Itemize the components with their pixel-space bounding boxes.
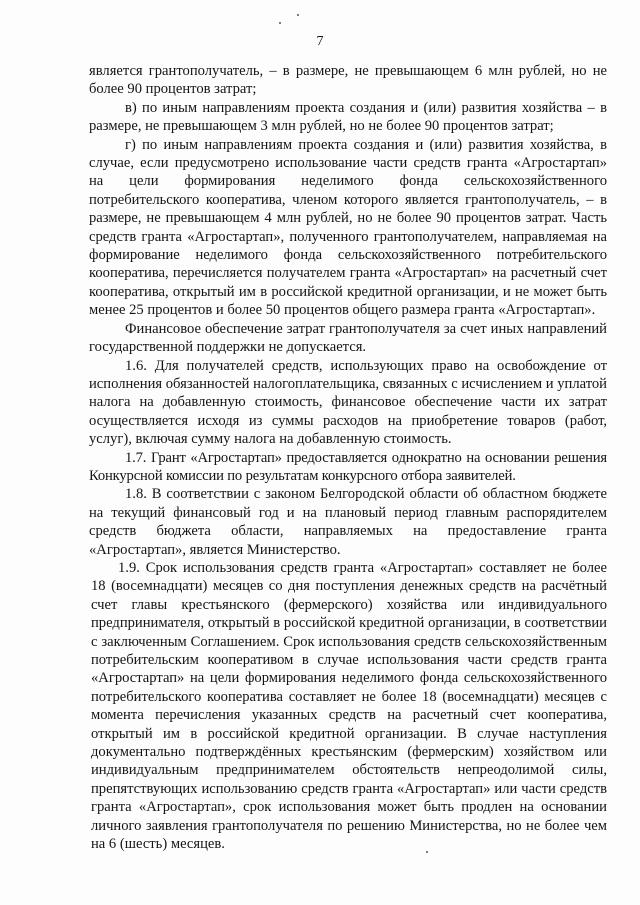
scan-speck [279,22,281,24]
paragraph-1-6: 1.6. Для получателей средств, использующих право на освобождение от исполнения обязанностей налогоплательщика, связанных с исчислением и уплатой налога на добавленную стоимость, финансовое обеспечение части их затрат осуществляется исходя из суммы расходов на приобретение товаров (работ, услуг), включая сумму налога на добавленную стоимость. [89,357,607,448]
paragraph-1-7: 1.7. Грант «Агростартап» предоставляется однократно на основании решения Конкурсной комиссии по результатам конкурсного отбора заявителей. [89,449,607,484]
page-number: 7 [316,34,324,49]
document-body [89,62,607,853]
paragraph-item-v: в) по иным направлениям проекта создания и (или) развития хозяйства – в размере, не превышающем 3 млн рублей, но не более 90 процентов затрат; [89,99,607,135]
paragraph-1-8: 1.8. В соответствии с законом Белгородской области об областном бюджете на текущий финансовый год и на плановый период главным распорядителем средств бюджета области, направляемых на предоставление гранта «Агростартап», является Министерство. [89,486,607,558]
paragraph-continuation: является грантополучатель, – в размере, не превышающем 6 млн рублей, но не более 90 процентов затрат; [89,63,607,98]
scan-speck [297,14,299,16]
paragraph-1-9: 1.9. Срок использования средств гранта «Агростартап» составляет не более 18 (восемнадцати) месяцев со дня поступления денежных средств на расчётный счет главы крестьянского (фермерского) хозяйства или индивидуального предпринимателя, открытый в российской кредитной организации, в соответствии с заключенным Соглашением. Срок использования средств сельскохозяйственным потребительским кооперативом в случае использования части средств гранта «Агростартап» на цели формирования неделимого фонда сельскохозяйственного потребительского кооператива составляет не более 18 (восемнадцати) месяцев с момента перечисления указанных средств на расчетный счет кооператива, открытый им в российской кредитной организации. В случае наступления документально подтверждённых крестьянским (фермерским) хозяйством или индивидуальным предпринимателем обстоятельств непреодолимой силы, препятствующих использованию средств гранта «Агростартап» или части средств гранта «Агростартап», срок использования может быть продлен на основании личного заявления грантополучателя по решению Министерства, но не более чем на 6 (шесть) месяцев. [91,559,607,853]
scan-speck [426,851,428,853]
paragraph-financing: Финансовое обеспечение затрат грантополучателя за счет иных направлений государственной поддержки не допускается. [89,320,607,356]
paragraph-item-g: г) по иным направлениям проекта создания и (или) развития хозяйства, в случае, если предусмотрено использование части средств гранта «Агростартап» на цели формирования неделимого фонда сельскохозяйственного потребительского кооператива, членом которого является грантополучатель, – в размере, не превышающем 4 млн рублей, но не более 90 процентов затрат. Часть средств гранта «Агростартап», полученного грантополучателем, направляемая на формирование неделимого фонда сельскохозяйственного потребительского кооператива, перечисляется получателем гранта «Агростартап» на расчетный счет кооператива, открытый им в российской кредитной организации, и не может быть менее 25 процентов и более 50 процентов общего размера гранта «Агростартап». [89,136,607,319]
